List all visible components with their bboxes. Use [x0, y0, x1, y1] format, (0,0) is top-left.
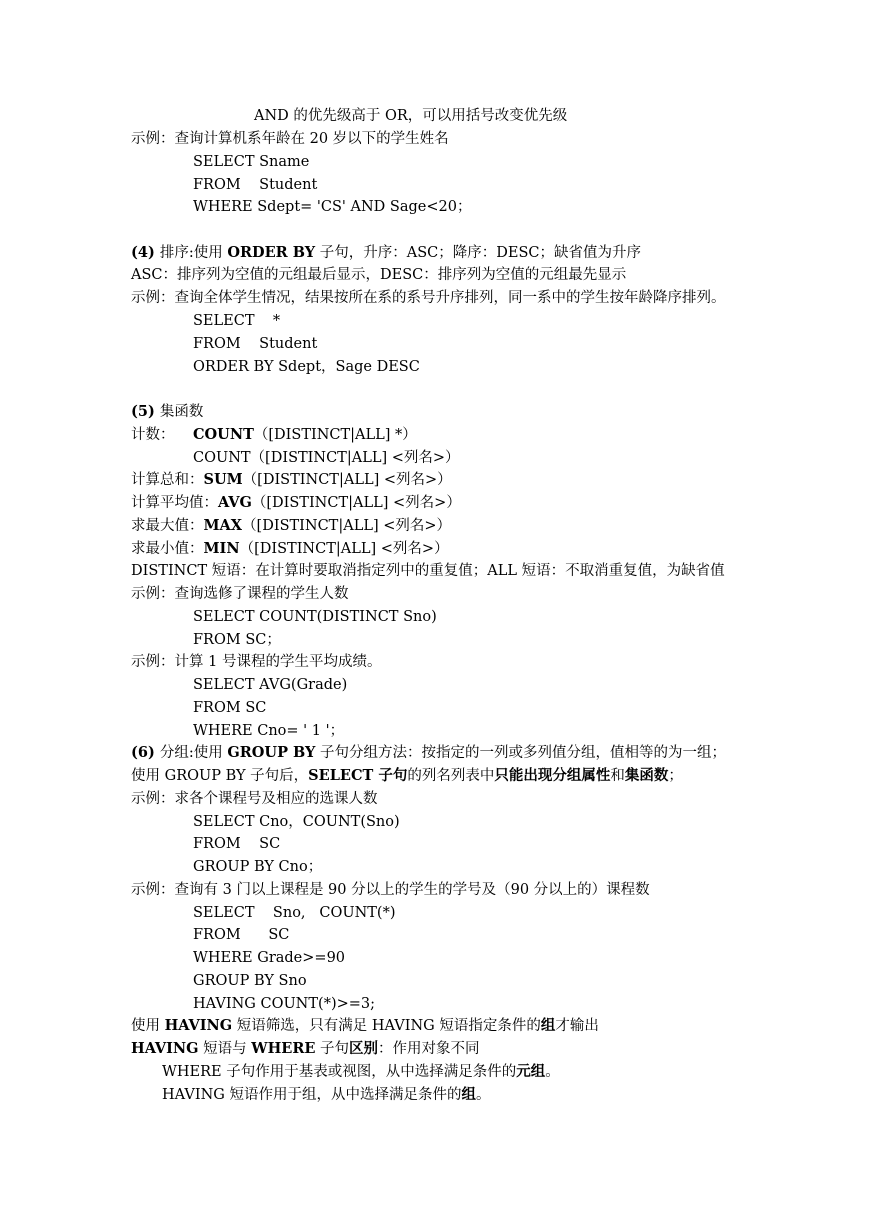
section-heading: (5) 集函数 — [131, 403, 204, 420]
code-line: FROM SC — [193, 927, 290, 943]
code-line: ORDER BY Sdept，Sage DESC — [193, 359, 420, 375]
text-line: HAVING 短语与 WHERE 子句区别：作用对象不同 — [131, 1040, 480, 1057]
text-line: 计算平均值：AVG（[DISTINCT|ALL] <列名>） — [131, 494, 461, 511]
text-line: 示例：计算 1 号课程的学生平均成绩。 — [131, 654, 382, 670]
text-line: 使用 HAVING 短语筛选，只有满足 HAVING 短语指定条件的组才输出 — [131, 1017, 599, 1034]
code-line: WHERE Grade>=90 — [193, 950, 346, 966]
code-line: FROM SC — [193, 700, 267, 716]
text-line: 示例：查询选修了课程的学生人数 — [131, 586, 349, 602]
text-line: 计数： — [131, 427, 175, 443]
text-line: 示例：查询计算机系年龄在 20 岁以下的学生姓名 — [131, 131, 449, 147]
code-line: FROM Student — [193, 336, 318, 352]
text-line: 示例：查询有 3 门以上课程是 90 分以上的学生的学号及（90 分以上的）课程数 — [131, 882, 650, 898]
text-line: 示例：求各个课程号及相应的选课人数 — [131, 791, 378, 807]
code-line: FROM SC — [193, 836, 281, 852]
code-line: GROUP BY Cno； — [193, 859, 323, 875]
text-line: 使用 GROUP BY 子句后，SELECT 子句的列名列表中只能出现分组属性和集函数； — [131, 767, 683, 784]
section-heading: (6) 分组:使用 GROUP BY 子句分组方法：按指定的一列或多列值分组，值相等的为一组； — [131, 744, 726, 761]
text-line: AND 的优先级高于 OR，可以用括号改变优先级 — [254, 108, 568, 124]
text-line: 求最小值：MIN（[DISTINCT|ALL] <列名>） — [131, 540, 449, 557]
code-line: SELECT Sname — [193, 154, 310, 170]
text-line: 示例：查询全体学生情况，结果按所在系的系号升序排列，同一系中的学生按年龄降序排列。 — [131, 290, 726, 306]
text-line: COUNT（[DISTINCT|ALL] <列名>） — [193, 450, 460, 466]
text-line: WHERE 子句作用于基表或视图，从中选择满足条件的元组。 — [162, 1063, 560, 1080]
text-line: 求最大值：MAX（[DISTINCT|ALL] <列名>） — [131, 517, 452, 534]
code-line: WHERE Sdept= 'CS' AND Sage<20； — [193, 199, 472, 215]
code-line: SELECT AVG(Grade) — [193, 677, 348, 693]
code-line: FROM Student — [193, 177, 318, 193]
section-heading: (4) 排序:使用 ORDER BY 子句，升序：ASC；降序：DESC；缺省值为升序 — [131, 244, 641, 261]
code-line: SELECT * — [193, 313, 281, 329]
code-line: WHERE Cno= ' 1 '； — [193, 723, 345, 739]
code-line: HAVING COUNT(*)>=3; — [193, 996, 376, 1012]
code-line: FROM SC； — [193, 632, 281, 648]
code-line: SELECT Sno, COUNT(*) — [193, 905, 396, 921]
text-line: 计算总和：SUM（[DISTINCT|ALL] <列名>） — [131, 471, 452, 488]
text-line: DISTINCT 短语：在计算时要取消指定列中的重复值；ALL 短语：不取消重复值，为缺省值 — [131, 563, 725, 579]
text-line: ASC：排序列为空值的元组最后显示，DESC：排序列为空值的元组最先显示 — [131, 267, 627, 283]
code-line: SELECT Cno，COUNT(Sno) — [193, 814, 400, 830]
code-line: SELECT COUNT(DISTINCT Sno) — [193, 609, 437, 625]
text-line: HAVING 短语作用于组，从中选择满足条件的组。 — [162, 1086, 491, 1103]
text-line: COUNT（[DISTINCT|ALL] *） — [193, 426, 417, 443]
code-line: GROUP BY Sno — [193, 973, 307, 989]
